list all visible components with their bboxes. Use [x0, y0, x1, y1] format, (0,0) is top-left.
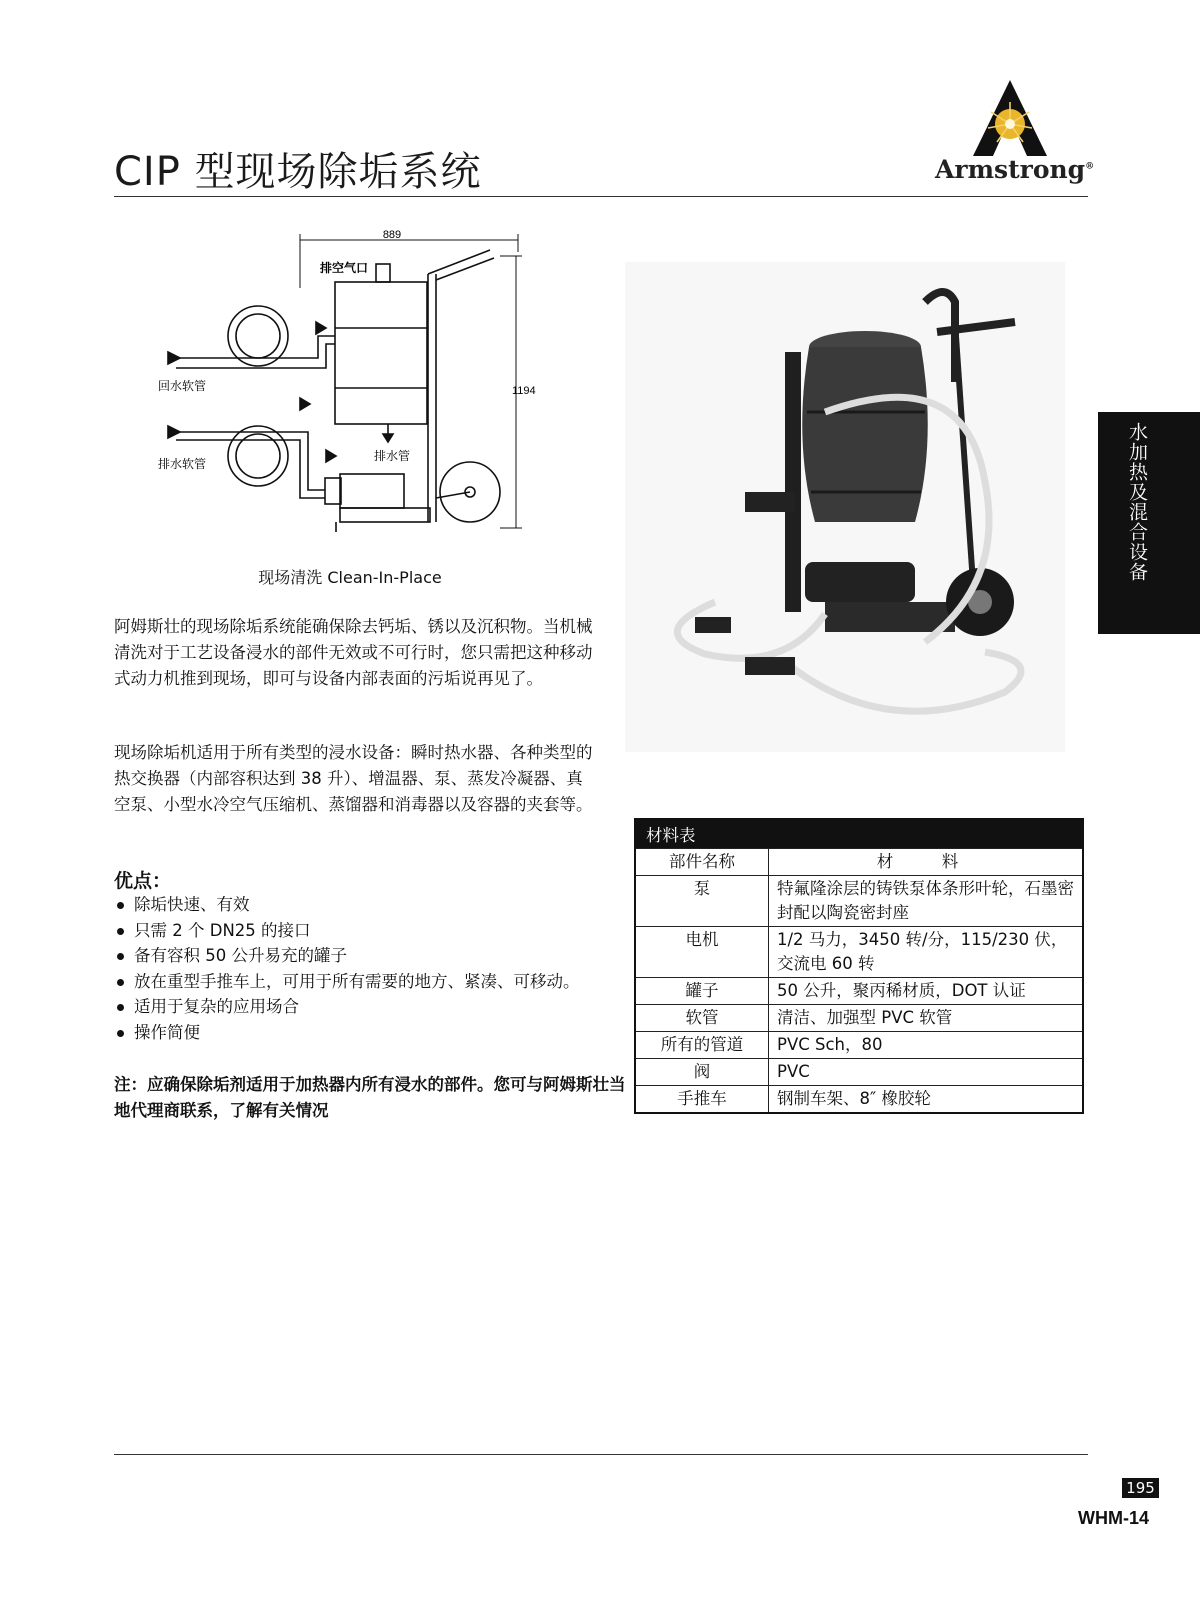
list-item: 适用于复杂的应用场合 — [114, 994, 634, 1020]
table-header-part: 部件名称 — [635, 849, 769, 876]
armstrong-star-icon — [935, 78, 1085, 158]
document-code: WHM-14 — [1078, 1508, 1149, 1528]
table-row — [635, 1032, 1083, 1059]
diagram-height-label: 1194 — [512, 385, 536, 397]
table-cell-material: 特氟隆涂层的铸铁泵体条形叶轮，石墨密封配以陶瓷密封座 — [769, 876, 1084, 927]
list-item: 操作简便 — [114, 1020, 634, 1046]
table-row — [635, 1086, 1083, 1114]
diagram-caption: 现场清洗 Clean-In-Place — [258, 568, 442, 587]
table-cell-material: 50 公升，聚丙稀材质，DOT 认证 — [769, 978, 1084, 1005]
list-item: 除垢快速、有效 — [114, 892, 634, 918]
table-row — [635, 876, 1083, 927]
note-paragraph: 注：应确保除垢剂适用于加热器内所有浸水的部件。您可与阿姆斯壮当地代理商联系，了解有关情况 — [114, 1075, 626, 1120]
footer-divider — [114, 1454, 1088, 1455]
armstrong-wordmark: Armstrong® — [935, 155, 1095, 184]
table-cell-part: 电机 — [635, 927, 769, 978]
table-cell-part: 泵 — [635, 876, 769, 927]
intro-paragraph: 阿姆斯壮的现场除垢系统能确保除去钙垢、锈以及沉积物。当机械清洗对于工艺设备浸水的部件无效或不可行时，您只需把这种移动式动力机推到现场，即可与设备内部表面的污垢说再见了。 — [114, 617, 593, 688]
table-cell-material: PVC — [769, 1059, 1084, 1086]
cip-dimension-diagram — [140, 228, 560, 558]
product-photo — [625, 262, 1065, 752]
applications-paragraph: 现场除垢机适用于所有类型的浸水设备：瞬时热水器、各种类型的热交换器（内部容积达到 38 升）、增温器、泵、蒸发冷凝器、真空泵、小型水冷空气压缩机、蒸馏器和消毒器以及容器的夹套等。 — [114, 743, 593, 814]
page-title: CIP 型现场除垢系统 — [114, 149, 482, 195]
diagram-width-label: 889 — [382, 229, 402, 241]
diagram-return-hose-label: 回水软管 — [158, 379, 207, 393]
table-row — [635, 978, 1083, 1005]
table-cell-part: 所有的管道 — [635, 1032, 769, 1059]
table-cell-material: PVC Sch，80 — [769, 1032, 1084, 1059]
table-row — [635, 1059, 1083, 1086]
table-header-material: 材 料 — [769, 849, 1084, 876]
list-item: 只需 2 个 DN25 的接口 — [114, 918, 634, 944]
materials-table — [634, 818, 1084, 1114]
diagram-drain-hose-label: 排水软管 — [158, 457, 207, 471]
materials-table-title: 材料表 — [635, 819, 1083, 849]
table-cell-part: 罐子 — [635, 978, 769, 1005]
table-cell-material: 钢制车架、8″ 橡胶轮 — [769, 1086, 1084, 1114]
list-item: 放在重型手推车上，可用于所有需要的地方、紧凑、可移动。 — [114, 969, 634, 995]
list-item: 备有容积 50 公升易充的罐子 — [114, 943, 634, 969]
page-number: 195 — [1122, 1478, 1159, 1498]
table-row — [635, 1005, 1083, 1032]
header-divider — [114, 196, 1088, 197]
table-row — [635, 927, 1083, 978]
armstrong-logo — [935, 78, 1095, 184]
section-side-tab-label: 水加热及混合设备 — [1126, 422, 1148, 582]
table-cell-material: 清洁、加强型 PVC 软管 — [769, 1005, 1084, 1032]
section-side-tab — [1098, 412, 1200, 634]
advantages-list — [114, 892, 634, 1045]
table-cell-part: 软管 — [635, 1005, 769, 1032]
table-cell-part: 手推车 — [635, 1086, 769, 1114]
advantages-heading: 优点： — [114, 870, 172, 892]
table-cell-material: 1/2 马力，3450 转/分，115/230 伏，交流电 60 转 — [769, 927, 1084, 978]
diagram-drain-pipe-label: 排水管 — [374, 449, 411, 463]
diagram-vent-label: 排空气口 — [320, 261, 369, 275]
table-cell-part: 阀 — [635, 1059, 769, 1086]
